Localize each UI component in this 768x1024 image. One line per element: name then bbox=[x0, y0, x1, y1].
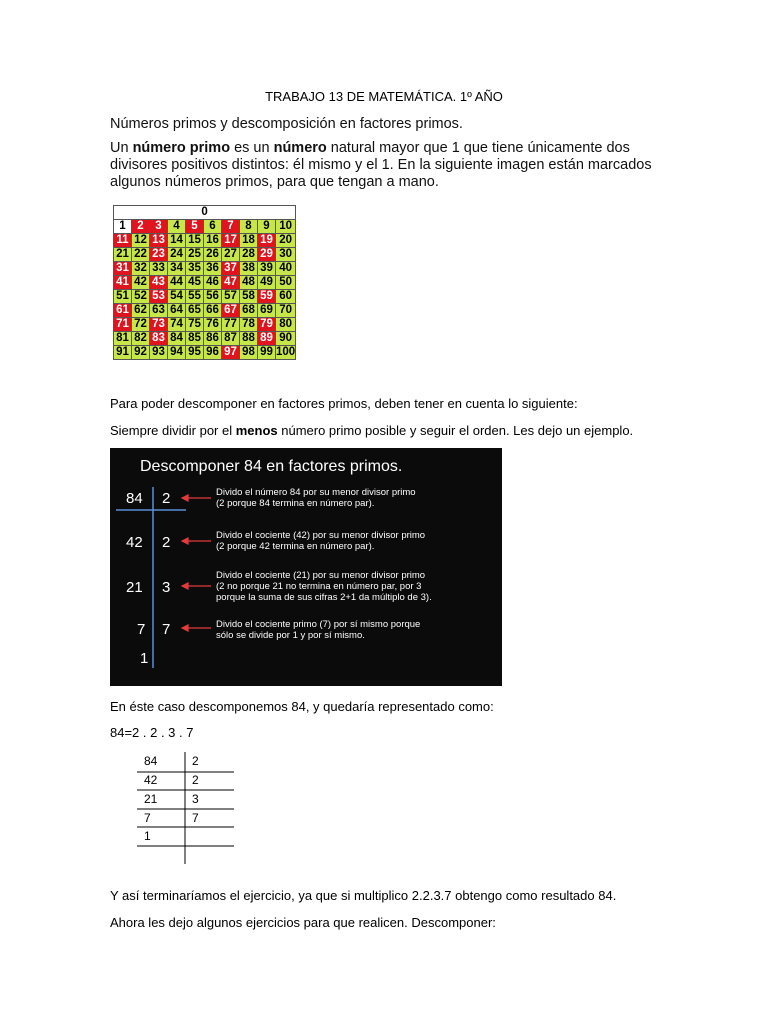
grid-cell: 8 bbox=[240, 220, 258, 234]
note-4: Divido el cociente primo (7) por sí mismo porque sólo se divide por 1 y por sí mismo. bbox=[216, 619, 421, 641]
grid-cell: 97 bbox=[222, 346, 240, 360]
paragraph-divide-info: Para poder descomponer en factores primos, deben tener en cuenta lo siguiente: bbox=[110, 396, 578, 411]
dividend-1: 1 bbox=[140, 650, 149, 667]
grid-cell: 40 bbox=[276, 262, 296, 276]
grid-cell: 52 bbox=[132, 290, 150, 304]
grid-cell: 20 bbox=[276, 234, 296, 248]
grid-cell: 92 bbox=[132, 346, 150, 360]
intro-paragraph: Un número primo es un número natural mayor que 1 que tiene únicamente dos divisores positivos distintos: él mismo y el 1. En la siguiente imagen están marcados algunos números primos, para que tengan a mano. bbox=[110, 140, 652, 190]
grid-cell: 2 bbox=[132, 220, 150, 234]
table-right-2: 3 bbox=[192, 792, 199, 806]
grid-cell: 12 bbox=[132, 234, 150, 248]
grid-cell: 99 bbox=[258, 346, 276, 360]
grid-cell: 94 bbox=[168, 346, 186, 360]
grid-cell: 47 bbox=[222, 276, 240, 290]
grid-cell: 28 bbox=[240, 248, 258, 262]
grid-cell: 30 bbox=[276, 248, 296, 262]
grid-cell: 79 bbox=[258, 318, 276, 332]
grid-cell: 19 bbox=[258, 234, 276, 248]
grid-cell: 11 bbox=[114, 234, 132, 248]
grid-cell: 90 bbox=[276, 332, 296, 346]
grid-cell: 82 bbox=[132, 332, 150, 346]
grid-cell: 13 bbox=[150, 234, 168, 248]
grid-cell: 41 bbox=[114, 276, 132, 290]
grid-cell: 54 bbox=[168, 290, 186, 304]
grid-cell: 59 bbox=[258, 290, 276, 304]
grid-cell: 16 bbox=[204, 234, 222, 248]
example-title: Descomponer 84 en factores primos. bbox=[140, 458, 403, 475]
table-left-2: 21 bbox=[144, 792, 158, 806]
grid-cell: 44 bbox=[168, 276, 186, 290]
table-right-3: 7 bbox=[192, 811, 199, 825]
grid-cell: 78 bbox=[240, 318, 258, 332]
grid-cell: 88 bbox=[240, 332, 258, 346]
grid-cell: 45 bbox=[186, 276, 204, 290]
grid-cell: 18 bbox=[240, 234, 258, 248]
grid-cell: 48 bbox=[240, 276, 258, 290]
division-lines bbox=[110, 448, 502, 686]
grid-cell: 72 bbox=[132, 318, 150, 332]
grid-cell: 7 bbox=[222, 220, 240, 234]
grid-cell: 96 bbox=[204, 346, 222, 360]
grid-cell: 43 bbox=[150, 276, 168, 290]
grid-cell: 37 bbox=[222, 262, 240, 276]
table-left-4: 1 bbox=[144, 829, 151, 843]
grid-cell: 84 bbox=[168, 332, 186, 346]
paragraph-rule: Siempre dividir por el menos número primo posible y seguir el orden. Les dejo un ejemplo. bbox=[110, 423, 634, 438]
divisor-3: 3 bbox=[162, 579, 171, 596]
divisor-2: 2 bbox=[162, 490, 171, 507]
document-title: TRABAJO 13 DE MATEMÁTICA. 1º AÑO bbox=[265, 89, 503, 104]
grid-cell: 66 bbox=[204, 304, 222, 318]
grid-cell: 33 bbox=[150, 262, 168, 276]
paragraph-conclusion: Y así terminaríamos el ejercicio, ya que si multiplico 2.2.3.7 obtengo como resultado 84. bbox=[110, 888, 617, 903]
grid-cell: 73 bbox=[150, 318, 168, 332]
grid-cell: 69 bbox=[258, 304, 276, 318]
grid-cell: 15 bbox=[186, 234, 204, 248]
grid-cell: 62 bbox=[132, 304, 150, 318]
grid-cell: 63 bbox=[150, 304, 168, 318]
grid-cell: 67 bbox=[222, 304, 240, 318]
grid-cell: 31 bbox=[114, 262, 132, 276]
grid-cell: 1 bbox=[114, 220, 132, 234]
grid-cell: 14 bbox=[168, 234, 186, 248]
grid-cell: 38 bbox=[240, 262, 258, 276]
grid-cell: 34 bbox=[168, 262, 186, 276]
table-left-1: 42 bbox=[144, 773, 158, 787]
grid-cell: 80 bbox=[276, 318, 296, 332]
grid-header-cell: 0 bbox=[114, 206, 296, 220]
grid-cell: 76 bbox=[204, 318, 222, 332]
grid-cell: 17 bbox=[222, 234, 240, 248]
grid-cell: 39 bbox=[258, 262, 276, 276]
grid-cell: 71 bbox=[114, 318, 132, 332]
grid-cell: 74 bbox=[168, 318, 186, 332]
grid-cell: 91 bbox=[114, 346, 132, 360]
grid-cell: 23 bbox=[150, 248, 168, 262]
grid-cell: 53 bbox=[150, 290, 168, 304]
divisor-7: 7 bbox=[162, 621, 171, 638]
grid-cell: 81 bbox=[114, 332, 132, 346]
primes-grid bbox=[113, 205, 296, 360]
note-1: Divido el número 84 por su menor divisor primo (2 porque 84 termina en número par). bbox=[216, 487, 416, 509]
grid-cell: 35 bbox=[186, 262, 204, 276]
grid-cell: 10 bbox=[276, 220, 296, 234]
note-2: Divido el cociente (42) por su menor divisor primo (2 porque 42 termina en número par). bbox=[216, 530, 426, 552]
dividend-84: 84 bbox=[126, 490, 143, 507]
grid-cell: 22 bbox=[132, 248, 150, 262]
section-subtitle: Números primos y descomposición en factores primos. bbox=[110, 116, 463, 132]
grid-cell: 86 bbox=[204, 332, 222, 346]
grid-cell: 26 bbox=[204, 248, 222, 262]
table-right-1: 2 bbox=[192, 773, 199, 787]
grid-cell: 68 bbox=[240, 304, 258, 318]
grid-cell: 29 bbox=[258, 248, 276, 262]
grid-cell: 56 bbox=[204, 290, 222, 304]
divisor-2b: 2 bbox=[162, 534, 171, 551]
grid-cell: 83 bbox=[150, 332, 168, 346]
table-left-0: 84 bbox=[144, 754, 158, 768]
grid-cell: 55 bbox=[186, 290, 204, 304]
grid-cell: 100 bbox=[276, 346, 296, 358]
note-3: Divido el cociente (21) por su menor divisor primo (2 no porque 21 no termina en número par, por 3 porque la suma de sus cifras 2+1 da múltiplo de 3). bbox=[216, 570, 432, 603]
grid-cell: 65 bbox=[186, 304, 204, 318]
grid-cell: 93 bbox=[150, 346, 168, 360]
paragraph-exercises: Ahora les dejo algunos ejercicios para que realicen. Descomponer: bbox=[110, 915, 496, 930]
grid-cell: 3 bbox=[150, 220, 168, 234]
grid-cell: 24 bbox=[168, 248, 186, 262]
example-image bbox=[110, 448, 502, 686]
grid-cell: 42 bbox=[132, 276, 150, 290]
grid-cell: 75 bbox=[186, 318, 204, 332]
grid-cell: 27 bbox=[222, 248, 240, 262]
grid-cell: 85 bbox=[186, 332, 204, 346]
grid-cell: 64 bbox=[168, 304, 186, 318]
dividend-7: 7 bbox=[137, 621, 146, 638]
grid-cell: 50 bbox=[276, 276, 296, 290]
grid-cell: 25 bbox=[186, 248, 204, 262]
dividend-21: 21 bbox=[126, 579, 143, 596]
grid-cell: 32 bbox=[132, 262, 150, 276]
grid-cell: 4 bbox=[168, 220, 186, 234]
grid-cell: 98 bbox=[240, 346, 258, 360]
grid-cell: 61 bbox=[114, 304, 132, 318]
formula-84: 84=2 . 2 . 3 . 7 bbox=[110, 725, 194, 740]
table-left-3: 7 bbox=[144, 811, 151, 825]
grid-cell: 70 bbox=[276, 304, 296, 318]
grid-cell: 87 bbox=[222, 332, 240, 346]
grid-cell: 9 bbox=[258, 220, 276, 234]
dividend-42: 42 bbox=[126, 534, 143, 551]
grid-cell: 49 bbox=[258, 276, 276, 290]
grid-cell: 21 bbox=[114, 248, 132, 262]
grid-cell: 95 bbox=[186, 346, 204, 360]
paragraph-represented: En éste caso descomponemos 84, y quedaría representado como: bbox=[110, 699, 494, 714]
grid-cell: 5 bbox=[186, 220, 204, 234]
grid-cell: 51 bbox=[114, 290, 132, 304]
grid-cell: 57 bbox=[222, 290, 240, 304]
grid-cell: 36 bbox=[204, 262, 222, 276]
grid-cell: 77 bbox=[222, 318, 240, 332]
table-right-0: 2 bbox=[192, 754, 199, 768]
grid-cell: 46 bbox=[204, 276, 222, 290]
grid-cell: 89 bbox=[258, 332, 276, 346]
grid-cell: 58 bbox=[240, 290, 258, 304]
grid-cell: 6 bbox=[204, 220, 222, 234]
grid-cell: 60 bbox=[276, 290, 296, 304]
